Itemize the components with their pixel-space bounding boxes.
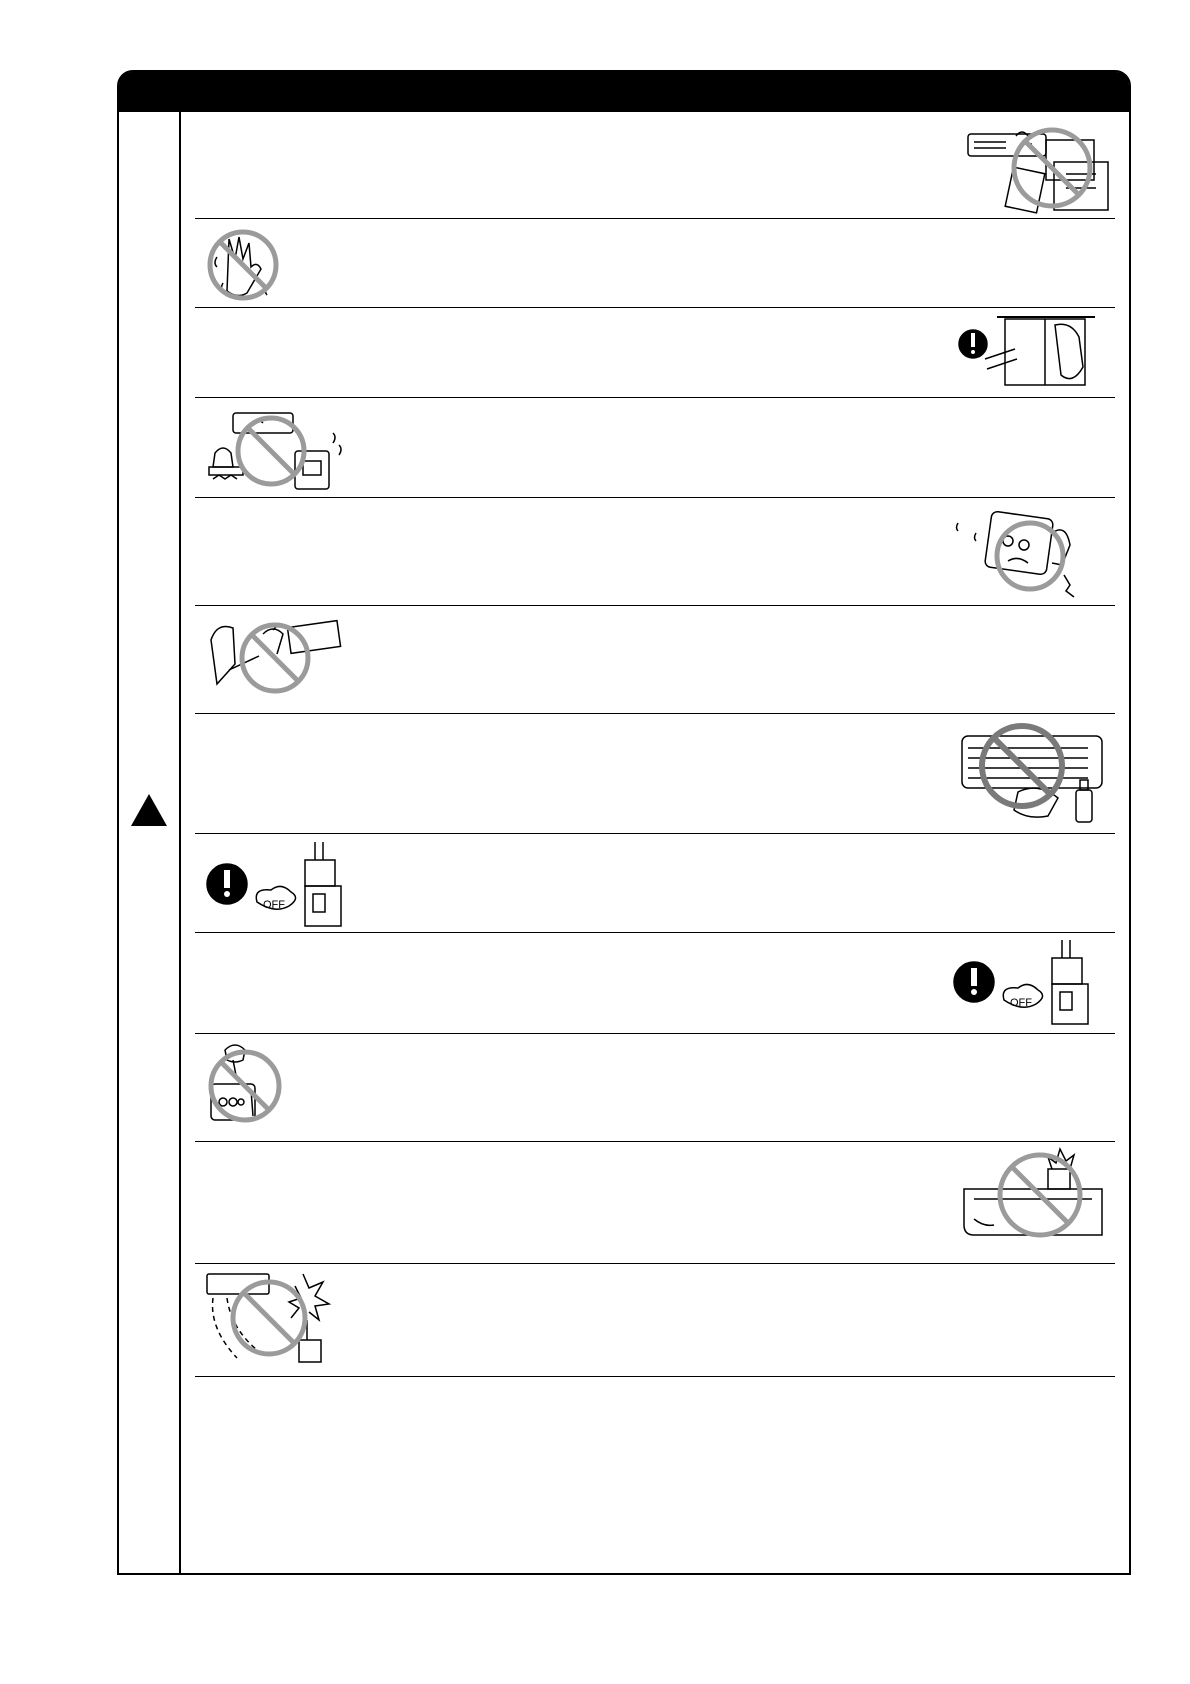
airflow-on-plant-prohibited-icon	[203, 1266, 353, 1366]
list-item	[195, 219, 1115, 308]
off-label: OFF	[263, 899, 285, 911]
header-bar	[119, 72, 1129, 112]
off-label: OFF	[1010, 997, 1032, 1009]
object-on-unit-prohibited-icon	[960, 1143, 1110, 1243]
climb-unit-prohibited-icon	[205, 1040, 285, 1130]
power-breaker-off-icon	[952, 938, 1102, 1028]
damaged-unit-prohibited-icon	[948, 505, 1113, 600]
power-breaker-off-icon	[205, 840, 355, 930]
warning-triangle-icon	[131, 794, 167, 826]
warning-column	[119, 112, 181, 1573]
ventilate-window-icon	[955, 313, 1115, 393]
ac-furniture-prohibited-icon	[966, 122, 1111, 214]
header-title	[119, 81, 139, 103]
wet-hands-prohibited-icon	[205, 227, 285, 302]
heat-source-prohibited-icon	[203, 405, 351, 495]
water-spray-prohibited-icon	[203, 612, 343, 700]
list-item	[195, 1034, 1115, 1142]
insecticide-prohibited-icon	[958, 722, 1118, 827]
